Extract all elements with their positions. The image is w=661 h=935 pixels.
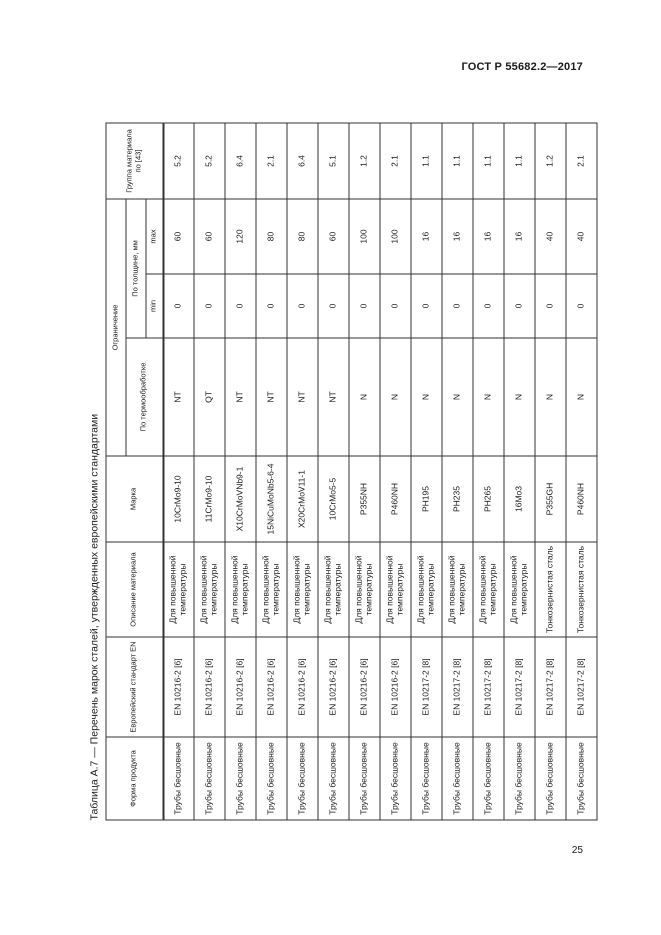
table-row [287,123,318,820]
cell-max: 16 [473,199,504,274]
cell-grade: PH235 [442,456,473,542]
header-thickness: По толщине, мм [126,199,146,338]
cell-group: 1.1 [504,123,535,199]
table-row [411,123,442,820]
cell-description: Тонкозернистая сталь [566,542,597,637]
cell-group: 5.2 [163,123,194,199]
header-heat-treatment: По термообработке [126,338,163,456]
cell-max: 60 [318,199,349,274]
cell-group: 1.2 [349,123,380,199]
cell-max: 16 [411,199,442,274]
cell-heat: NT [318,338,349,456]
cell-min: 0 [380,274,411,338]
cell-description: Для повышенной температуры [504,542,535,637]
cell-group: 5.2 [194,123,225,199]
cell-group: 6.4 [225,123,256,199]
table-row [349,123,380,820]
cell-grade: 10CrMo5-5 [318,456,349,542]
cell-max: 100 [380,199,411,274]
cell-min: 0 [225,274,256,338]
cell-group: 2.1 [566,123,597,199]
cell-standard: EN 10217-2 [8] [504,637,535,737]
cell-description: Для повышенной температуры [256,542,287,637]
header-standard: Европейский стандарт EN [106,637,163,737]
rotated-table-block [84,124,586,821]
cell-standard: EN 10216-2 [6] [287,637,318,737]
cell-max: 60 [163,199,194,274]
table-caption: Таблица А.7 — Перечень марок сталей, утвержденных европейскими стандартами [88,413,101,821]
cell-form: Трубы бесшовные [318,737,349,820]
table-row [535,123,566,820]
cell-heat: N [442,338,473,456]
cell-grade: 15NiCuMoNb5-6-4 [256,456,287,542]
cell-grade: 16Mo3 [504,456,535,542]
table-body [163,123,597,820]
cell-group: 1.1 [442,123,473,199]
cell-description: Для повышенной температуры [163,542,194,637]
table-row [225,123,256,820]
cell-description: Для повышенной температуры [442,542,473,637]
cell-description: Тонкозернистая сталь [535,542,566,637]
cell-form: Трубы бесшовные [194,737,225,820]
cell-standard: EN 10216-2 [6] [380,637,411,737]
cell-standard: EN 10217-2 [8] [566,637,597,737]
header-group: Группа материала по [43] [106,123,163,199]
cell-heat: NT [287,338,318,456]
cell-heat: QT [194,338,225,456]
document-header: ГОСТ Р 55682.2—2017 [461,61,583,73]
cell-standard: EN 10216-2 [6] [318,637,349,737]
cell-max: 16 [504,199,535,274]
cell-description: Для повышенной температуры [473,542,504,637]
cell-min: 0 [256,274,287,338]
cell-form: Трубы бесшовные [535,737,566,820]
cell-description: Для повышенной температуры [380,542,411,637]
cell-standard: EN 10217-2 [8] [473,637,504,737]
page-number: 25 [571,845,583,856]
table-row [442,123,473,820]
cell-form: Трубы бесшовные [566,737,597,820]
cell-form: Трубы бесшовные [349,737,380,820]
cell-form: Трубы бесшовные [380,737,411,820]
cell-grade: P460NH [566,456,597,542]
cell-max: 100 [349,199,380,274]
cell-form: Трубы бесшовные [504,737,535,820]
table-row [380,123,411,820]
cell-min: 0 [163,274,194,338]
cell-heat: N [411,338,442,456]
cell-min: 0 [566,274,597,338]
cell-standard: EN 10216-2 [6] [349,637,380,737]
cell-standard: EN 10216-2 [6] [225,637,256,737]
cell-heat: N [473,338,504,456]
cell-group: 1.1 [473,123,504,199]
header-grade: Марка [106,456,163,542]
cell-grade: P355NH [349,456,380,542]
table-row [566,123,597,820]
cell-standard: EN 10217-2 [8] [411,637,442,737]
cell-form: Трубы бесшовные [442,737,473,820]
cell-form: Трубы бесшовные [287,737,318,820]
cell-description: Для повышенной температуры [349,542,380,637]
cell-heat: N [504,338,535,456]
cell-grade: 11CrMo9-10 [194,456,225,542]
cell-min: 0 [442,274,473,338]
cell-standard: EN 10216-2 [6] [163,637,194,737]
cell-max: 40 [535,199,566,274]
cell-group: 1.2 [535,123,566,199]
cell-min: 0 [287,274,318,338]
cell-heat: NT [225,338,256,456]
cell-grade: PH265 [473,456,504,542]
cell-grade: P460NH [380,456,411,542]
cell-group: 2.1 [380,123,411,199]
cell-min: 0 [504,274,535,338]
cell-standard: EN 10217-2 [8] [535,637,566,737]
cell-description: Для повышенной температуры [194,542,225,637]
cell-max: 80 [256,199,287,274]
cell-form: Трубы бесшовные [411,737,442,820]
cell-min: 0 [194,274,225,338]
cell-standard: EN 10217-2 [8] [442,637,473,737]
cell-max: 40 [566,199,597,274]
cell-heat: N [535,338,566,456]
cell-min: 0 [318,274,349,338]
cell-max: 80 [287,199,318,274]
cell-min: 0 [411,274,442,338]
cell-description: Для повышенной температуры [225,542,256,637]
header-limitation: Ограничение [106,199,126,456]
cell-heat: NT [163,338,194,456]
cell-group: 2.1 [256,123,287,199]
cell-heat: N [566,338,597,456]
cell-min: 0 [473,274,504,338]
cell-form: Трубы бесшовные [256,737,287,820]
cell-form: Трубы бесшовные [473,737,504,820]
cell-grade: X10CrMoVNb9-1 [225,456,256,542]
table-row [318,123,349,820]
cell-heat: NT [256,338,287,456]
cell-description: Для повышенной температуры [287,542,318,637]
cell-group: 5.1 [318,123,349,199]
table-row [163,123,194,820]
steel-grades-table [106,122,598,820]
table-row [504,123,535,820]
cell-max: 16 [442,199,473,274]
cell-max: 120 [225,199,256,274]
cell-standard: EN 10216-2 [6] [256,637,287,737]
cell-group: 6.4 [287,123,318,199]
table-row [194,123,225,820]
cell-grade: X20CrMoV11-1 [287,456,318,542]
cell-heat: N [349,338,380,456]
cell-grade: PH195 [411,456,442,542]
cell-min: 0 [535,274,566,338]
cell-standard: EN 10216-2 [6] [194,637,225,737]
header-min: min [146,274,163,338]
cell-form: Трубы бесшовные [225,737,256,820]
cell-description: Для повышенной температуры [411,542,442,637]
cell-grade: P355GH [535,456,566,542]
cell-max: 60 [194,199,225,274]
cell-form: Трубы бесшовные [163,737,194,820]
cell-group: 1.1 [411,123,442,199]
header-description: Описание материала [106,542,163,637]
cell-heat: N [380,338,411,456]
table-row [473,123,504,820]
cell-grade: 10CrMo9-10 [163,456,194,542]
cell-description: Для повышенной температуры [318,542,349,637]
header-max: max [146,199,163,274]
table-row [256,123,287,820]
header-form: Форма продукта [106,737,163,820]
cell-min: 0 [349,274,380,338]
